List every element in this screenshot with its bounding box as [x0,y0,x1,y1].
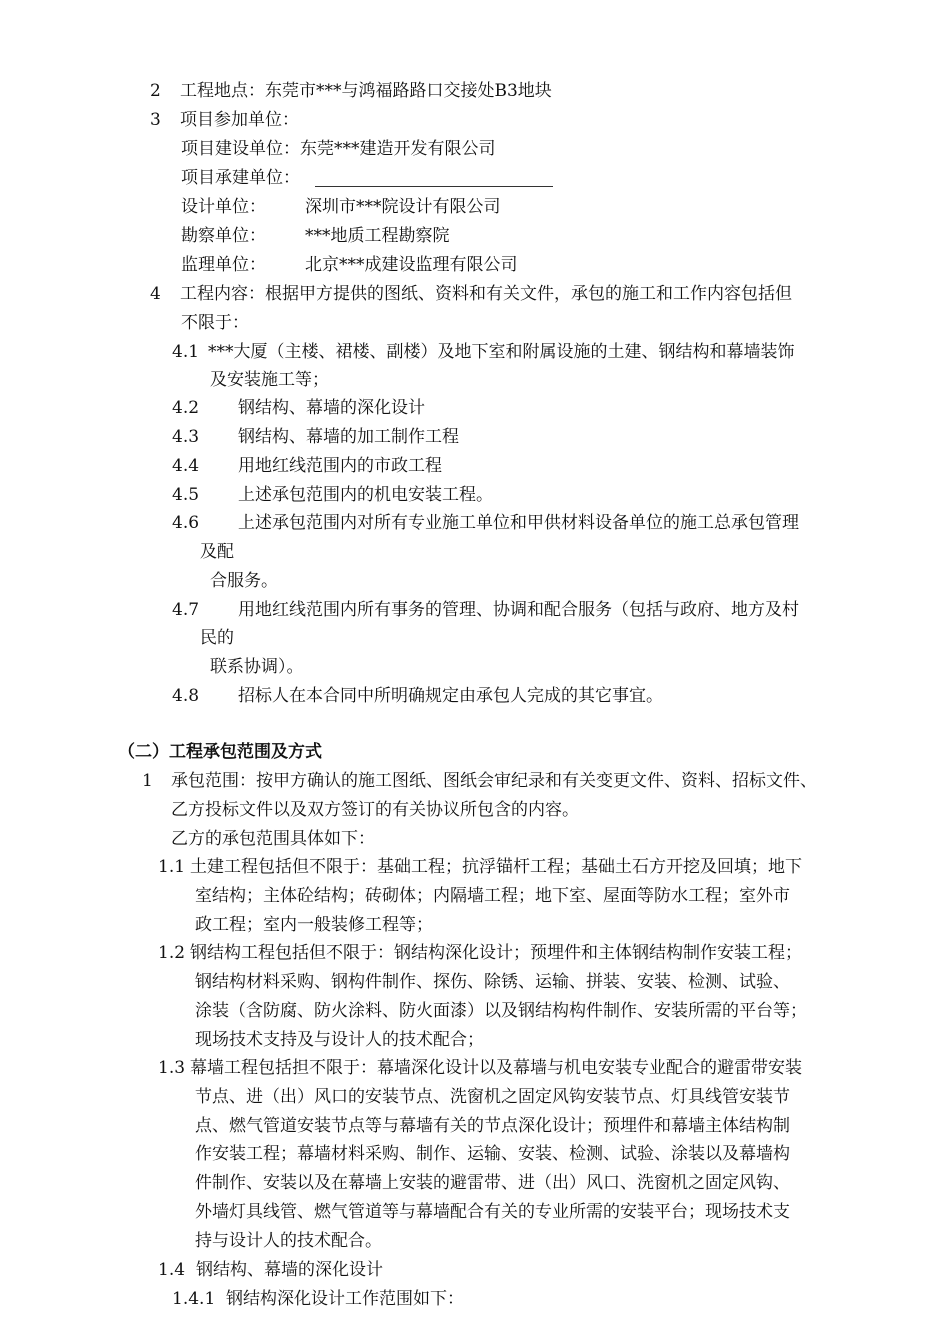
sub-item-4-4 [172,455,442,477]
sub-item-1-1 [158,856,802,878]
sub-item-4-1 [172,341,795,363]
item-text: 工程内容：根据甲方提供的图纸、资料和有关文件，承包的施工和工作内容包括但 [180,284,792,304]
sub-item-number: 1.3 [158,1058,186,1078]
sub-item-number: 4.6 [172,513,200,533]
sub-item-1-4-1 [172,1288,464,1310]
item-number: 3 [150,110,161,130]
sub-item-text: 钢结构、幕墙的深化设计 [196,1260,383,1280]
sub-item-1-2-line-3: 涂装（含防腐、防火涂料、防火面漆）以及钢结构构件制作、安装所需的平台等； [195,1001,807,1021]
sub-item-text: 钢结构、幕墙的深化设计 [238,398,425,418]
sub-item-4-8 [172,685,663,707]
sub-item-text: 上述承包范围内对所有专业施工单位和甲供材料设备单位的施工总承包管理 [238,513,799,533]
item-number: 1 [142,771,153,791]
survey-unit-label: 勘察单位： [181,226,266,246]
item-1 [142,770,817,792]
sub-item-1-3-line-3: 点、燃气管道安装节点等与幕墙有关的节点深化设计；预埋件和幕墙主体结构制 [195,1116,790,1136]
sub-item-text: 用地红线范围内所有事务的管理、协调和配合服务（包括与政府、地方及村 [238,600,799,620]
item-3 [150,109,299,131]
sub-item-number: 4.2 [172,398,200,418]
sub-item-4-5 [172,484,493,506]
sub-item-number: 4.5 [172,485,200,505]
sub-item-4-7-wrap: 民的 [200,628,234,648]
sub-item-number: 1.4.1 [172,1289,216,1309]
sub-item-1-3-line-6: 外墙灯具线管、燃气管道等与幕墙配合有关的专业所需的安装平台；现场技术支 [195,1202,790,1222]
sub-item-number: 4.8 [172,686,200,706]
item-text: 承包范围：按甲方确认的施工图纸、图纸会审纪录和有关变更文件、资料、招标文件、 [171,771,817,791]
sub-item-1-2-line-4: 现场技术支持及与设计人的技术配合； [195,1030,484,1050]
sub-item-number: 1.4 [158,1260,186,1280]
item-text: 项目参加单位： [180,110,299,130]
sub-item-1-3-line-2: 节点、进（出）风口的安装节点、洗窗机之固定风钩安装节点、灯具线管安装节 [195,1087,790,1107]
item-number: 4 [150,284,161,304]
survey-unit-value: ***地质工程勘察院 [305,226,450,246]
sub-item-1-3-line-7: 持与设计人的技术配合。 [195,1231,382,1251]
item-1-line-3: 乙方的承包范围具体如下： [171,829,375,849]
sub-item-1-1-line-2: 室结构；主体砼结构；砖砌体；内隔墙工程；地下室、屋面等防水工程；室外市 [195,886,790,906]
sub-item-1-1-line-3: 政工程；室内一般装修工程等； [195,915,433,935]
design-unit-value: 深圳市***院设计有限公司 [305,197,501,217]
supervision-unit-value: 北京***成建设监理有限公司 [305,255,518,275]
sub-item-number: 1.2 [158,943,186,963]
sub-item-text: 土建工程包括但不限于：基础工程；抗浮锚杆工程；基础土石方开挖及回填；地下 [190,857,802,877]
sub-item-4-2 [172,397,425,419]
sub-item-1-3 [158,1057,802,1079]
sub-item-number: 4.1 [172,342,200,362]
sub-item-4-7-continuation: 联系协调）。 [210,657,304,677]
sub-item-text: ***大厦（主楼、裙楼、副楼）及地下室和附属设施的土建、钢结构和幕墙装饰 [208,342,795,362]
sub-item-text: 钢结构、幕墙的加工制作工程 [238,427,459,447]
sub-item-number: 1.1 [158,857,186,877]
item-number: 2 [150,81,161,101]
sub-item-text: 上述承包范围内的机电安装工程。 [238,485,493,505]
sub-item-4-6 [172,512,799,534]
sub-item-4-3 [172,426,459,448]
sub-item-4-7 [172,599,799,621]
sub-item-number: 4.4 [172,456,200,476]
item-1-line-2: 乙方投标文件以及双方签订的有关协议所包含的内容。 [171,800,579,820]
sub-item-1-3-line-5: 件制作、安装以及在幕墙上安装的避雷带、进（出）风口、洗窗机之固定风钩、 [195,1173,790,1193]
sub-item-text: 用地红线范围内的市政工程 [238,456,442,476]
sub-item-text: 钢结构工程包括但不限于：钢结构深化设计；预埋件和主体钢结构制作安装工程； [190,943,802,963]
contractor-unit-label: 项目承建单位： [181,168,300,188]
builder-unit: 项目建设单位：东莞***建造开发有限公司 [181,139,496,159]
sub-item-text: 钢结构深化设计工作范围如下： [226,1289,464,1309]
sub-item-text: 幕墙工程包括担不限于：幕墙深化设计以及幕墙与机电安装专业配合的避雷带安装 [190,1058,802,1078]
sub-item-number: 4.7 [172,600,200,620]
sub-item-4-1-continuation: 及安装施工等； [210,370,329,390]
item-4 [150,283,792,305]
item-2 [150,80,552,102]
design-unit-label: 设计单位： [181,197,266,217]
sub-item-1-3-line-4: 作安装工程；幕墙材料采购、制作、运输、安装、检测、试验、涂装以及幕墙构 [195,1144,790,1164]
sub-item-1-2 [158,942,802,964]
sub-item-text: 招标人在本合同中所明确规定由承包人完成的其它事宜。 [238,686,663,706]
section-heading: （二）工程承包范围及方式 [118,742,322,762]
item-text: 工程地点：东莞市***与鸿福路路口交接处B3地块 [180,81,552,101]
sub-item-number: 4.3 [172,427,200,447]
item-4-continuation: 不限于： [181,313,249,333]
sub-item-1-4 [158,1259,383,1281]
supervision-unit-label: 监理单位： [181,255,266,275]
sub-item-4-6-wrap: 及配 [200,542,234,562]
sub-item-4-6-continuation: 合服务。 [210,571,278,591]
contractor-blank-line [315,185,553,187]
sub-item-1-2-line-2: 钢结构材料采购、钢构件制作、探伤、除锈、运输、拼装、安装、检测、试验、 [195,972,790,992]
